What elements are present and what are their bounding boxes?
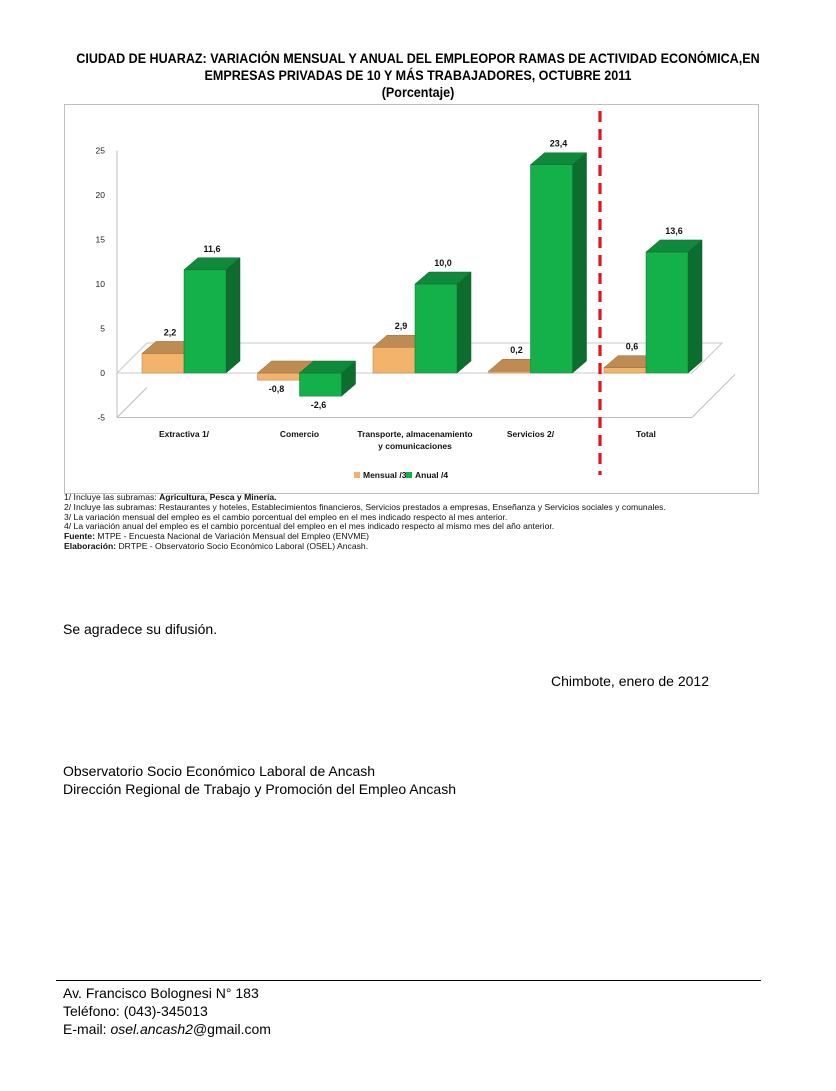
email-user[interactable]: osel.ancash2 bbox=[110, 1021, 193, 1037]
org-line-1: Observatorio Socio Económico Laboral de Ancash bbox=[63, 763, 376, 779]
legend-label-mensual: Mensual /3 bbox=[363, 470, 407, 480]
bar-anual bbox=[531, 165, 573, 373]
data-label: -0,8 bbox=[268, 384, 285, 395]
y-tick-label: 5 bbox=[100, 323, 105, 334]
org-line-2: Dirección Regional de Trabajo y Promoción del Empleo Ancash bbox=[63, 781, 456, 797]
x-tick-label: Comercio bbox=[279, 429, 320, 439]
bar-side-anual bbox=[457, 272, 471, 373]
prepared-text: DRTPE - Observatorio Socio Económico Laboral (OSEL) Ancash. bbox=[116, 540, 369, 551]
bar-anual bbox=[184, 270, 226, 373]
footer-divider bbox=[56, 980, 761, 981]
data-label: 10,0 bbox=[434, 258, 452, 268]
y-tick-label: 25 bbox=[95, 145, 105, 156]
bar-side-anual bbox=[573, 153, 587, 373]
floor-edge-left bbox=[117, 388, 147, 418]
bar-mensual bbox=[142, 353, 184, 373]
y-tick-label: 20 bbox=[95, 190, 105, 200]
thanks-text: Se agradece su difusión. bbox=[63, 621, 218, 637]
x-tick-label: Extractiva 1/ bbox=[158, 429, 210, 439]
legend-label-anual: Anual /4 bbox=[415, 470, 449, 480]
bar-mensual bbox=[489, 371, 531, 373]
prepared-label: Elaboración: bbox=[64, 540, 117, 551]
title-line-3: (Porcentaje) bbox=[381, 85, 455, 100]
footnote-1-bold: Agricultura, Pesca y Minería. bbox=[159, 492, 277, 502]
y-tick-label: -5 bbox=[97, 412, 105, 423]
y-tick-label: 0 bbox=[100, 368, 105, 378]
contact-info bbox=[63, 984, 271, 1038]
title-line-2: EMPRESAS PRIVADAS DE 10 Y MÁS TRABAJADORES, OCTUBRE 2011 bbox=[204, 68, 632, 83]
place-date: Chimbote, enero de 2012 bbox=[551, 673, 709, 689]
y-tick-label: 15 bbox=[95, 234, 105, 245]
footnote-3: 3/ La variación mensual del empleo es el cambio porcentual del empleo en el mes indicado respecto al mes anterior. bbox=[64, 511, 508, 522]
data-label: 2,2 bbox=[163, 327, 177, 338]
data-label: 13,6 bbox=[665, 225, 683, 236]
email-domain[interactable]: @gmail.com bbox=[192, 1021, 271, 1037]
source-label: Fuente: bbox=[64, 531, 96, 542]
footnote-1-prefix: 1/ Incluye las subramas: bbox=[64, 492, 160, 502]
source-text: MTPE - Encuesta Nacional de Variación Mensual del Empleo (ENVME) bbox=[95, 531, 370, 542]
organization bbox=[63, 762, 456, 798]
x-tick-label: y comunicaciones bbox=[378, 441, 452, 451]
data-label: 11,6 bbox=[203, 243, 221, 254]
x-tick-label: Transporte, almacenamiento bbox=[357, 429, 473, 439]
bar-mensual bbox=[258, 373, 300, 380]
chart-frame bbox=[64, 104, 759, 494]
email-label: E-mail: bbox=[63, 1021, 111, 1037]
bar-anual bbox=[415, 284, 457, 373]
data-label: -2,6 bbox=[310, 400, 327, 411]
bar-anual bbox=[300, 373, 342, 396]
data-label: 2,9 bbox=[394, 321, 408, 332]
y-tick-label: 10 bbox=[95, 279, 105, 289]
report-title bbox=[66, 50, 769, 101]
floor-edge-right bbox=[692, 375, 735, 418]
title-line-1: CIUDAD DE HUARAZ: VARIACIÓN MENSUAL Y ANUAL DEL EMPLEOPOR RAMAS DE ACTIVIDAD ECONÓMICA,EN bbox=[76, 51, 760, 66]
address: Av. Francisco Bolognesi N° 183 bbox=[63, 985, 259, 1001]
email bbox=[63, 1020, 271, 1038]
bar-mensual bbox=[373, 347, 415, 373]
data-label: 0,2 bbox=[510, 345, 523, 356]
prepared-note bbox=[64, 542, 764, 552]
x-tick-label: Servicios 2/ bbox=[506, 429, 555, 439]
legend-swatch-mensual bbox=[354, 472, 360, 478]
bar-anual bbox=[646, 252, 688, 373]
bar-side-anual bbox=[688, 240, 702, 373]
bar-chart bbox=[65, 105, 758, 493]
legend-swatch-anual bbox=[406, 472, 412, 478]
data-label: 0,6 bbox=[625, 341, 639, 352]
footnote-4: 4/ La variación anual del empleo es el cambio porcentual del empleo en el mes indicado respecto al mismo mes del año anterior. bbox=[64, 521, 555, 532]
bar-side-anual bbox=[226, 258, 240, 373]
footnotes bbox=[64, 493, 764, 552]
data-label: 23,4 bbox=[549, 138, 568, 149]
x-tick-label: Total bbox=[636, 429, 656, 439]
footnote-2: 2/ Incluye las subramas: Restaurantes y hoteles, Establecimientos financieros, Servicios prestados a empresas, Enseñanza y Servicios sociales y comunales. bbox=[64, 501, 666, 512]
phone: Teléfono: (043)-345013 bbox=[63, 1003, 208, 1019]
bar-mensual bbox=[604, 368, 646, 373]
